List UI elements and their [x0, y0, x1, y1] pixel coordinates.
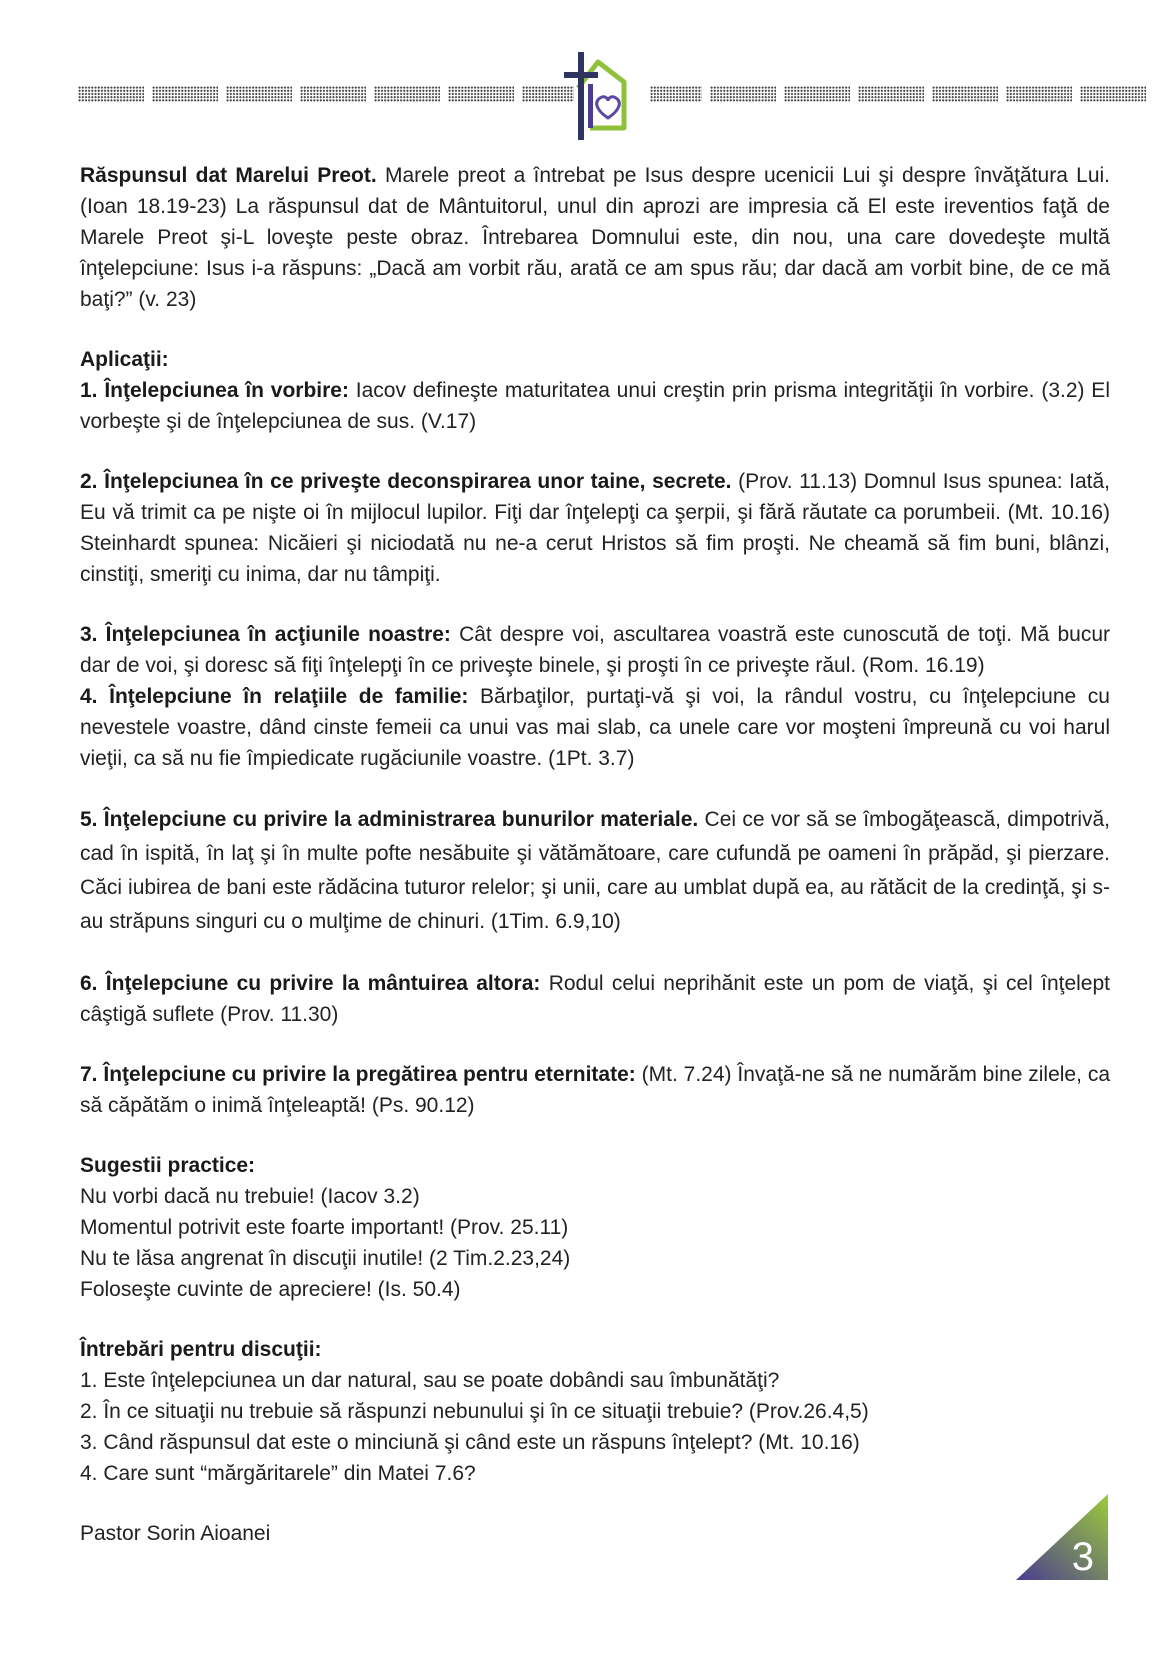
dotted-band-right: [650, 86, 1146, 102]
suggestion-item: Foloseşte cuvinte de apreciere! (Is. 50.4): [80, 1278, 461, 1301]
question-item: 4. Care sunt “mărgăritarele” din Matei 7.6?: [80, 1462, 476, 1485]
paragraph-title: Răspunsul dat Marelui Preot.: [80, 164, 377, 187]
author-signature: Pastor Sorin Aioanei: [80, 1522, 271, 1545]
heading-sugestii: Sugestii practice:: [80, 1154, 256, 1177]
church-house-heart-logo-icon: [548, 48, 640, 144]
application-2: 2. Înţelepciunea în ce priveşte deconspirarea unor taine, secrete. (Prov. 11.13) Domnul Isus spunea: Iată, Eu vă trimit ca pe nişte oi în mijlocul lupilor. Fiţi dar înţelepţi ca şerpii, şi fără răutate ca porumbeii. (Mt. 10.16) Steinhardt spunea: Nicăieri şi niciodată nu ne-a cerut Hristos să fim proşti. Ne cheamă să fim buni, blânzi, cinstiţi, smeriţi cu inima, dar nu tâmpiţi.: [80, 470, 1110, 586]
question-item: 2. În ce situaţii nu trebuie să răspunzi nebunului şi în ce situaţii trebuie? (Prov.26.4,5): [80, 1400, 869, 1423]
application-3: 3. Înţelepciunea în acţiunile noastre: Cât despre voi, ascultarea voastră este cunoscută de toţi. Mă bucur dar de voi, şi doresc să fiţi înţelepţi în ce priveşte binele, şi proşti în ce priveşte răul. (Rom. 16.19): [80, 623, 1110, 677]
article-body: [80, 160, 1110, 1549]
suggestion-item: Momentul potrivit este foarte important! (Prov. 25.11): [80, 1216, 569, 1239]
question-item: 3. Când răspunsul dat este o minciună şi când este un răspuns înţelept? (Mt. 10.16): [80, 1431, 860, 1454]
application-1: 1. Înţelepciunea în vorbire: Iacov defineşte maturitatea unui creştin prin prisma integrităţii în vorbire. (3.2) El vorbeşte şi de înţelepciunea de sus. (V.17): [80, 379, 1110, 433]
dotted-band-left: [78, 86, 574, 102]
application-7: 7. Înţelepciune cu privire la pregătirea pentru eternitate: (Mt. 7.24) Învaţă-ne să ne numărăm bine zilele, ca să căpătăm o inimă înţeleaptă! (Ps. 90.12): [80, 1063, 1110, 1117]
question-item: 1. Este înţelepciunea un dar natural, sau se poate dobândi sau îmbunătăţi?: [80, 1369, 780, 1392]
application-5: 5. Înţelepciune cu privire la administrarea bunurilor materiale. Cei ce vor să se îmbogăţească, dimpotrivă, cad în ispită, în laţ şi în multe pofte nesăbuite şi vătămătoare, care cufundă pe oameni în prăpăd, şi pierzare. Căci iubirea de bani este rădăcina tuturor relelor; şi unii, care au umblat după ea, au rătăcit de la credinţă, şi s-au străpuns singuri cu o mulţime de chinuri. (1Tim. 6.9,10): [80, 808, 1111, 933]
paragraph-text: Marele preot a întrebat pe Isus despre ucenicii Lui şi despre învăţătura Lui. (Ioan 18.19-23) La răspunsul dat de Mântuitorul, unul din aprozi are impresia că El este ireventios faţă de Marele Preot şi-L loveşte peste obraz. Întrebarea Domnului este, din nou, una care dovedeşte multă înţelepciune: Isus i-a răspuns: „Dacă am vorbit rău, arată ce am spus rău; dar dacă am vorbit bine, de ce mă baţi?” (v. 23): [80, 164, 1111, 311]
suggestion-item: Nu te lăsa angrenat în discuţii inutile! (2 Tim.2.23,24): [80, 1247, 571, 1270]
application-6: 6. Înţelepciune cu privire la mântuirea altora: Rodul celui neprihănit este un pom de viaţă, şi cel înţelept câştigă suflete (Prov. 11.30): [80, 972, 1111, 1026]
heading-aplicatii: Aplicaţii:: [80, 348, 169, 371]
page-header: [0, 0, 1176, 150]
paragraph-high-priest: [80, 160, 1110, 315]
application-4: 4. Înţelepciune în relaţiile de familie: Bărbaţilor, purtaţi-vă şi voi, la rândul vostru, cu înţelepciune cu nevestele voastre, dând cinste femeii ca unui vas mai slab, ca unele care vor moşteni împreună cu voi harul vieţii, ca să nu fie împiedicate rugăciunile voastre. (1Pt. 3.7): [80, 685, 1110, 770]
suggestion-item: Nu vorbi dacă nu trebuie! (Iacov 3.2): [80, 1185, 420, 1208]
page-number-badge: [1016, 1494, 1108, 1580]
page-number: 3: [1071, 1535, 1094, 1579]
heading-intrebari: Întrebări pentru discuţii:: [80, 1338, 322, 1361]
